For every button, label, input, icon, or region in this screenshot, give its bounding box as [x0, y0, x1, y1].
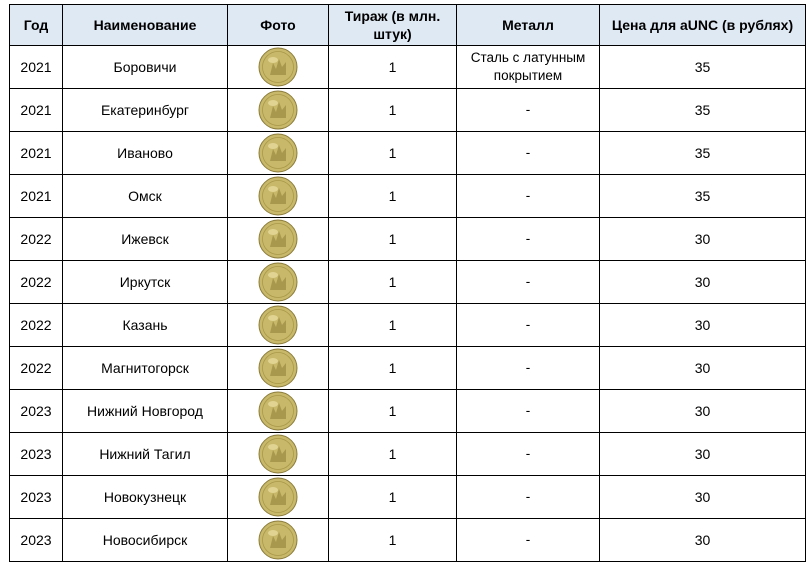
mintage-cell: 1 — [329, 476, 457, 519]
coin-icon — [258, 305, 298, 345]
photo-cell — [228, 175, 329, 218]
price-cell: 35 — [600, 89, 806, 132]
metal-cell: - — [457, 476, 600, 519]
name-cell: Новосибирск — [63, 519, 228, 562]
mintage-cell: 1 — [329, 304, 457, 347]
price-cell: 35 — [600, 175, 806, 218]
year-cell: 2021 — [10, 175, 63, 218]
mintage-cell: 1 — [329, 218, 457, 261]
coins-table — [9, 4, 806, 562]
metal-cell: - — [457, 175, 600, 218]
year-cell: 2021 — [10, 89, 63, 132]
mintage-cell: 1 — [329, 433, 457, 476]
name-cell: Боровичи — [63, 46, 228, 89]
header-metal: Металл — [457, 5, 600, 46]
photo-cell — [228, 304, 329, 347]
table-row — [10, 519, 806, 562]
coin-icon — [258, 90, 298, 130]
name-cell: Екатеринбург — [63, 89, 228, 132]
year-cell: 2023 — [10, 390, 63, 433]
coin-icon — [258, 47, 298, 87]
mintage-cell: 1 — [329, 132, 457, 175]
coin-icon — [258, 520, 298, 560]
coin-icon — [258, 133, 298, 173]
header-mintage: Тираж (в млн. штук) — [329, 5, 457, 46]
metal-cell: - — [457, 390, 600, 433]
year-cell: 2023 — [10, 476, 63, 519]
table-header-row — [10, 5, 806, 46]
mintage-cell: 1 — [329, 175, 457, 218]
mintage-cell: 1 — [329, 46, 457, 89]
table-row — [10, 132, 806, 175]
photo-cell — [228, 46, 329, 89]
header-photo: Фото — [228, 5, 329, 46]
mintage-cell: 1 — [329, 261, 457, 304]
photo-cell — [228, 476, 329, 519]
price-cell: 30 — [600, 433, 806, 476]
coin-icon — [258, 391, 298, 431]
name-cell: Иваново — [63, 132, 228, 175]
year-cell: 2022 — [10, 304, 63, 347]
photo-cell — [228, 519, 329, 562]
price-cell: 30 — [600, 347, 806, 390]
table-row — [10, 390, 806, 433]
price-cell: 35 — [600, 132, 806, 175]
coin-icon — [258, 434, 298, 474]
table-row — [10, 476, 806, 519]
table-row — [10, 261, 806, 304]
table-row — [10, 433, 806, 476]
name-cell: Ижевск — [63, 218, 228, 261]
table-row — [10, 175, 806, 218]
name-cell: Иркутск — [63, 261, 228, 304]
year-cell: 2022 — [10, 261, 63, 304]
metal-cell: - — [457, 218, 600, 261]
mintage-cell: 1 — [329, 347, 457, 390]
metal-cell: - — [457, 89, 600, 132]
coin-icon — [258, 219, 298, 259]
price-cell: 35 — [600, 46, 806, 89]
price-cell: 30 — [600, 476, 806, 519]
coin-icon — [258, 477, 298, 517]
coin-icon — [258, 176, 298, 216]
year-cell: 2021 — [10, 46, 63, 89]
year-cell: 2023 — [10, 433, 63, 476]
photo-cell — [228, 433, 329, 476]
table-row — [10, 46, 806, 89]
photo-cell — [228, 132, 329, 175]
table-row — [10, 347, 806, 390]
photo-cell — [228, 218, 329, 261]
price-cell: 30 — [600, 519, 806, 562]
table-row — [10, 218, 806, 261]
mintage-cell: 1 — [329, 390, 457, 433]
header-name: Наименование — [63, 5, 228, 46]
price-cell: 30 — [600, 261, 806, 304]
coin-icon — [258, 348, 298, 388]
table-body — [10, 46, 806, 562]
metal-cell: - — [457, 347, 600, 390]
metal-cell: - — [457, 304, 600, 347]
year-cell: 2022 — [10, 218, 63, 261]
header-year: Год — [10, 5, 63, 46]
metal-cell: Сталь с латунным покрытием — [457, 46, 600, 89]
name-cell: Казань — [63, 304, 228, 347]
photo-cell — [228, 390, 329, 433]
table-row — [10, 89, 806, 132]
photo-cell — [228, 347, 329, 390]
table-row — [10, 304, 806, 347]
name-cell: Магнитогорск — [63, 347, 228, 390]
metal-cell: - — [457, 519, 600, 562]
year-cell: 2022 — [10, 347, 63, 390]
metal-cell: - — [457, 433, 600, 476]
mintage-cell: 1 — [329, 519, 457, 562]
photo-cell — [228, 89, 329, 132]
name-cell: Новокузнецк — [63, 476, 228, 519]
year-cell: 2021 — [10, 132, 63, 175]
name-cell: Нижний Тагил — [63, 433, 228, 476]
name-cell: Нижний Новгород — [63, 390, 228, 433]
metal-cell: - — [457, 261, 600, 304]
header-price: Цена для aUNC (в рублях) — [600, 5, 806, 46]
photo-cell — [228, 261, 329, 304]
year-cell: 2023 — [10, 519, 63, 562]
price-cell: 30 — [600, 390, 806, 433]
name-cell: Омск — [63, 175, 228, 218]
price-cell: 30 — [600, 218, 806, 261]
price-cell: 30 — [600, 304, 806, 347]
coin-icon — [258, 262, 298, 302]
metal-cell: - — [457, 132, 600, 175]
mintage-cell: 1 — [329, 89, 457, 132]
